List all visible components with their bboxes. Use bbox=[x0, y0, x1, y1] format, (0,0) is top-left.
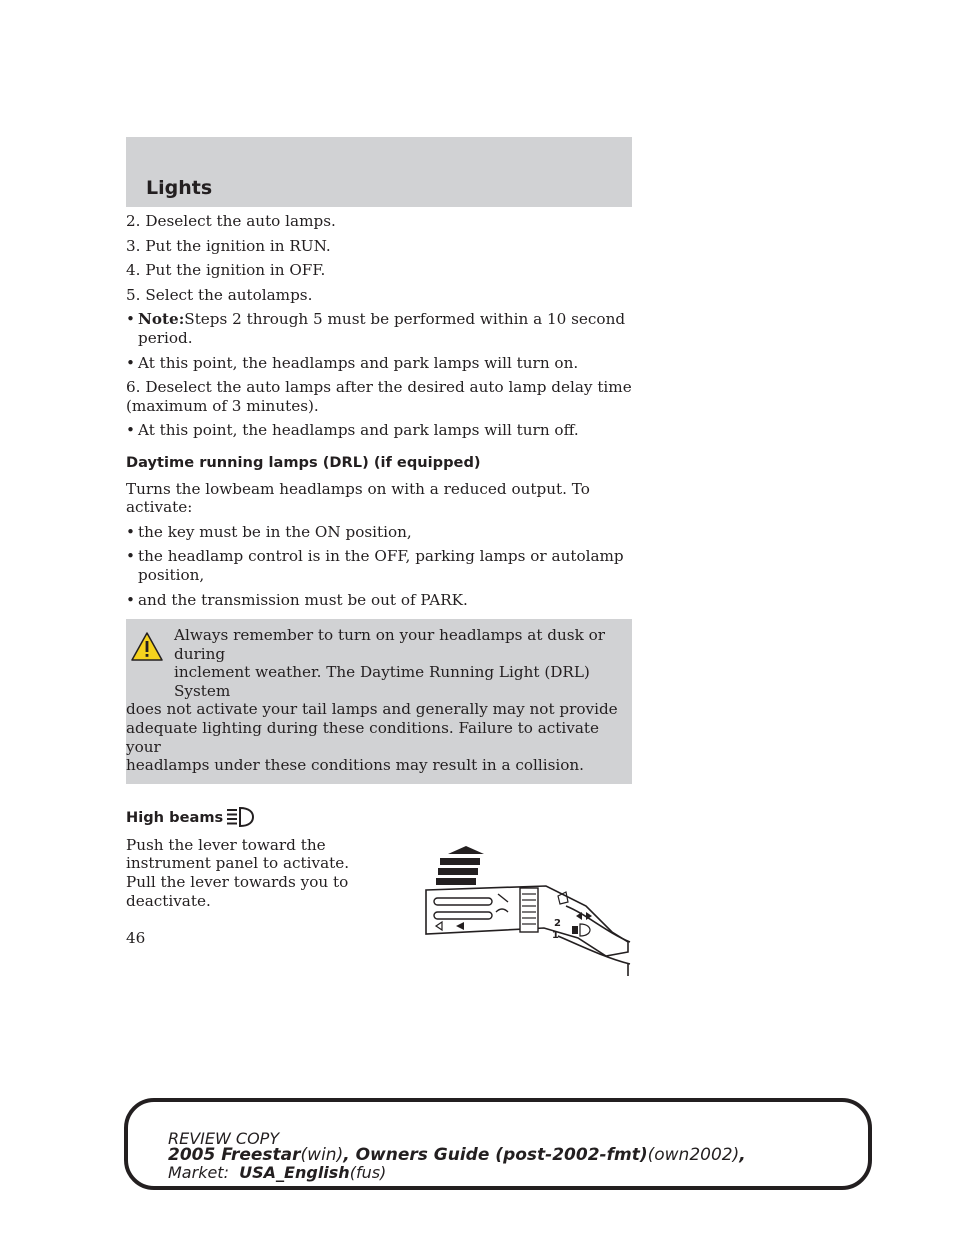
drl-bullet: • and the transmission must be out of PARK. bbox=[126, 590, 468, 609]
footer-market-code: (fus) bbox=[349, 1163, 387, 1182]
bullet-lamps-off: • At this point, the headlamps and park lamps will turn off. bbox=[126, 421, 579, 440]
warning-line: Always remember to turn on your headlamps at dusk or during bbox=[174, 626, 606, 663]
push-arrow-icon bbox=[436, 846, 484, 885]
drl-bullet: • the key must be in the ON position, bbox=[126, 522, 412, 541]
high-beams-heading: High beams bbox=[126, 809, 224, 827]
step-4: 4. Put the ignition in OFF. bbox=[126, 261, 326, 280]
bullet-dot: • bbox=[126, 522, 135, 541]
footer-market-label: Market: bbox=[168, 1163, 229, 1182]
bullet-dot: • bbox=[126, 547, 135, 566]
footer-market: USA_English bbox=[239, 1163, 350, 1182]
drl-intro: Turns the lowbeam headlamps on with a reduced output. To activate: bbox=[126, 479, 590, 517]
page-content bbox=[126, 212, 632, 986]
drl-heading: Daytime running lamps (DRL) (if equipped) bbox=[126, 453, 481, 471]
bullet-lamps-on: • At this point, the headlamps and park lamps will turn on. bbox=[126, 353, 579, 372]
footer-model: 2005 Freestar bbox=[168, 1145, 301, 1165]
footer-guide-code: (own2002) bbox=[647, 1145, 740, 1165]
footer-text bbox=[168, 1130, 746, 1181]
footer-sep: , bbox=[739, 1145, 746, 1165]
section-header-band bbox=[126, 137, 632, 207]
footer-model-code: (win) bbox=[300, 1145, 344, 1165]
step-2: 2. Deselect the auto lamps. bbox=[126, 212, 336, 230]
warning-line: does not activate your tail lamps and generally may not provide bbox=[126, 700, 618, 719]
bullet-dot: • bbox=[126, 590, 135, 609]
step-6: 6. Deselect the auto lamps after the desired auto lamp delay time (maximum of 3 minutes). bbox=[126, 378, 632, 415]
footer-guide-line bbox=[168, 1147, 746, 1164]
high-beams-section bbox=[126, 836, 632, 986]
step-3: 3. Put the ignition in RUN. bbox=[126, 236, 331, 255]
review-copy-footer bbox=[124, 1098, 872, 1190]
section-title: Lights bbox=[146, 177, 213, 199]
note-text: Steps 2 through 5 must be performed within a 10 second period. bbox=[138, 310, 626, 347]
stalk-label-1: 1 bbox=[552, 929, 559, 941]
high-beams-text: Push the lever toward the instrument panel to activate. Pull the lever towards you to deactivate. bbox=[126, 835, 350, 910]
bullet-dot: • bbox=[126, 353, 135, 372]
warning-box bbox=[126, 619, 632, 784]
step-5: 5. Select the autolamps. bbox=[126, 285, 313, 304]
stalk-label-2: 2 bbox=[554, 917, 561, 929]
footer-market-line bbox=[168, 1164, 746, 1181]
footer-sep: , bbox=[343, 1145, 356, 1165]
multifunction-stalk-figure bbox=[416, 846, 632, 976]
warning-line: headlamps under these conditions may result in a collision. bbox=[126, 756, 585, 775]
high-beams-heading-row bbox=[126, 806, 632, 828]
page-number: 46 bbox=[126, 929, 146, 947]
high-beam-icon bbox=[225, 806, 255, 828]
drl-bullet: • the headlamp control is in the OFF, parking lamps or autolamp position, bbox=[126, 547, 624, 584]
footer-review: REVIEW COPY bbox=[168, 1129, 280, 1148]
warning-line: inclement weather. The Daytime Running Light (DRL) System bbox=[174, 663, 590, 700]
footer-guide: Owners Guide (post-2002-fmt) bbox=[355, 1145, 648, 1165]
warning-line: adequate lighting during these conditions. Failure to activate your bbox=[126, 719, 599, 756]
warning-triangle-icon bbox=[130, 631, 164, 663]
bullet-dot: • bbox=[126, 310, 135, 329]
note-label: Note: bbox=[138, 310, 185, 329]
note-bullet bbox=[126, 310, 632, 347]
bullet-dot: • bbox=[126, 421, 135, 440]
